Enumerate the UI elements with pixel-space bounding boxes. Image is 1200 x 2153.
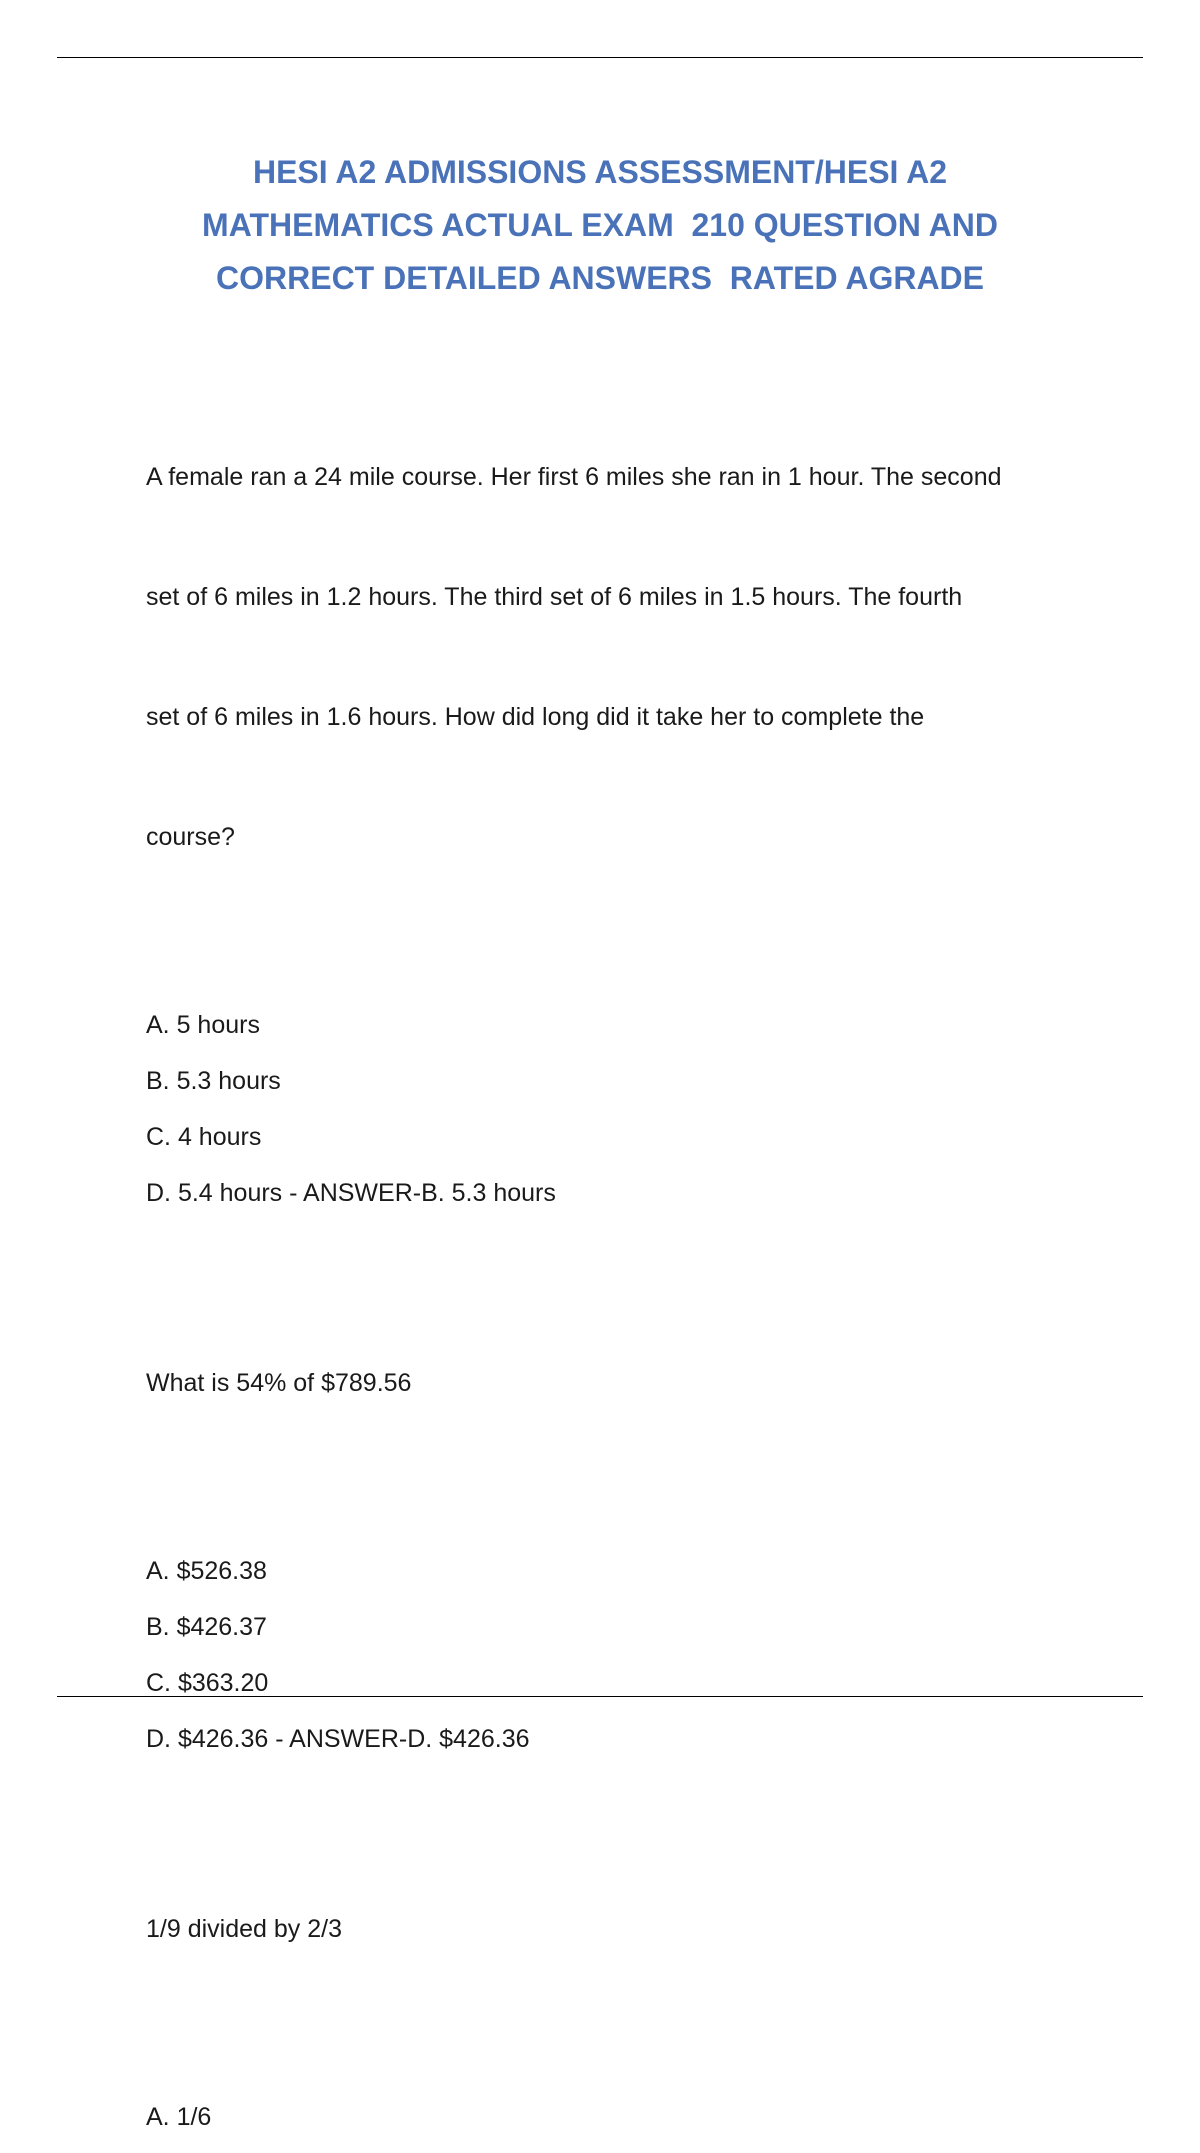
question-line: A female ran a 24 mile course. Her first 6 miles she ran in 1 hour. The second: [146, 463, 1002, 491]
question-block-3: [146, 1829, 1096, 2153]
question-line: course?: [146, 823, 235, 851]
answer-options: [146, 1005, 1096, 1229]
answer-options: [146, 2097, 1096, 2153]
question-block-1: [146, 377, 1096, 1229]
question-block-2: [146, 1283, 1096, 1775]
option-item: C. 4 hours: [146, 1123, 262, 1151]
document-title: [150, 146, 1050, 305]
spacer: [146, 1229, 1096, 1283]
top-rule: [57, 57, 1143, 58]
question-text: [146, 1283, 1096, 1483]
option-item: B. $426.37: [146, 1613, 267, 1641]
question-text: [146, 377, 1096, 937]
option-item: D. 5.4 hours - ANSWER-B. 5.3 hours: [146, 1179, 556, 1207]
question-line: What is 54% of $789.56: [146, 1369, 412, 1397]
answer-options: [146, 1551, 1096, 1775]
question-line: 1/9 divided by 2/3: [146, 1915, 342, 1943]
option-item: A. 5 hours: [146, 1011, 260, 1039]
option-item: A. 1/6: [146, 2103, 212, 2131]
option-item: D. $426.36 - ANSWER-D. $426.36: [146, 1725, 530, 1753]
question-text: [146, 1829, 1096, 2029]
question-line: set of 6 miles in 1.6 hours. How did long did it take her to complete the: [146, 703, 925, 731]
title-line-1: HESI A2 ADMISSIONS ASSESSMENT/HESI A2: [252, 154, 948, 190]
option-item: C. $363.20: [146, 1669, 269, 1697]
title-line-3: CORRECT DETAILED ANSWERS RATED AGRADE: [216, 260, 984, 296]
bottom-rule: [57, 1696, 1143, 1697]
spacer: [146, 1775, 1096, 1829]
document-body: [146, 377, 1096, 2153]
question-line: set of 6 miles in 1.2 hours. The third set of 6 miles in 1.5 hours. The fourth: [146, 583, 963, 611]
option-item: B. 5.3 hours: [146, 1067, 281, 1095]
title-line-2: MATHEMATICS ACTUAL EXAM 210 QUESTION AND: [202, 207, 998, 243]
option-item: A. $526.38: [146, 1557, 267, 1585]
